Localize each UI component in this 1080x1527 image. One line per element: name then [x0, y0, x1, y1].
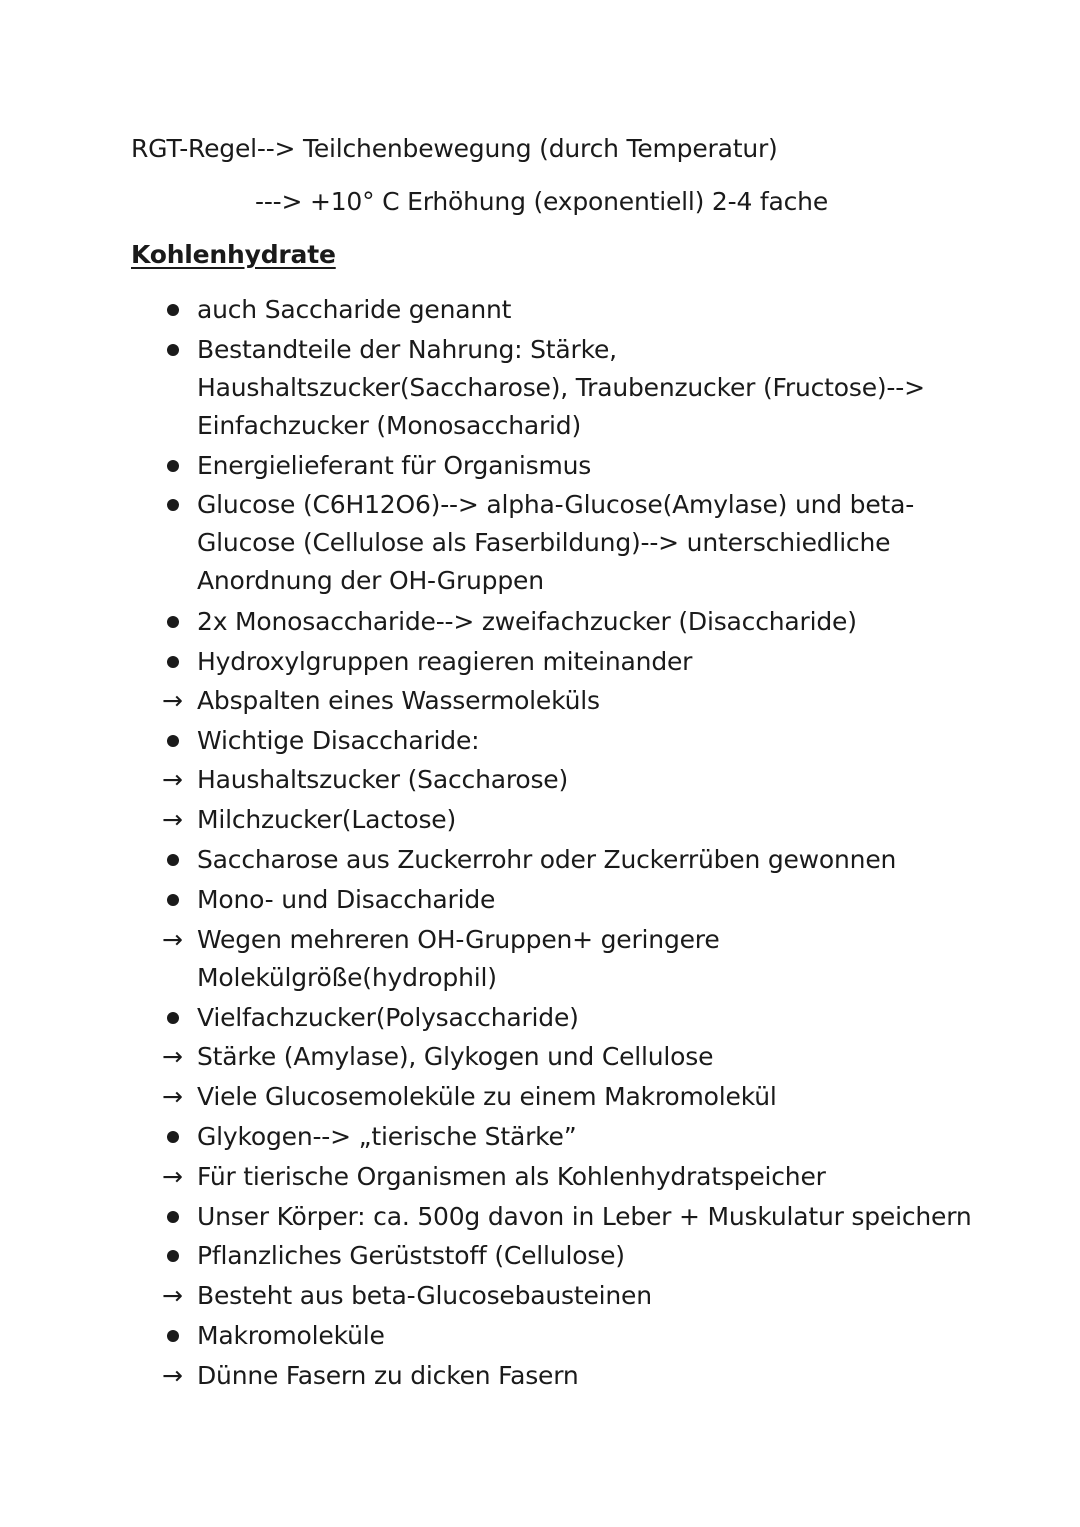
- arrow-icon: →: [162, 1281, 183, 1310]
- list-item: Unser Körper: ca. 500g davon in Leber + Muskulatur speichern: [197, 1202, 972, 1231]
- section-heading: Kohlenhydrate: [131, 240, 336, 269]
- list-item: Glykogen--> „tierische Stärke”: [197, 1122, 577, 1151]
- arrow-icon: →: [162, 805, 183, 834]
- arrow-item: Dünne Fasern zu dicken Fasern: [197, 1361, 579, 1390]
- bullet-dot: [167, 616, 179, 628]
- arrow-item-continuation: Molekülgröße(hydrophil): [197, 963, 497, 992]
- bullet-dot: [167, 1211, 179, 1223]
- list-item-continuation: Einfachzucker (Monosaccharid): [197, 411, 582, 440]
- list-item-continuation: Anordnung der OH-Gruppen: [197, 566, 544, 595]
- bullet-dot: [167, 460, 179, 472]
- arrow-item: Wegen mehreren OH-Gruppen+ geringere: [197, 925, 720, 954]
- list-item: Energielieferant für Organismus: [197, 451, 592, 480]
- arrow-icon: →: [162, 765, 183, 794]
- list-item: Mono- und Disaccharide: [197, 885, 496, 914]
- list-item: Bestandteile der Nahrung: Stärke,: [197, 335, 617, 364]
- bullet-dot: [167, 1330, 179, 1342]
- bullet-dot: [167, 304, 179, 316]
- arrow-icon: →: [162, 1082, 183, 1111]
- arrow-item: Stärke (Amylase), Glykogen und Cellulose: [197, 1042, 714, 1071]
- list-item-continuation: Glucose (Cellulose als Faserbildung)--> unterschiedliche: [197, 528, 891, 557]
- list-item: Hydroxylgruppen reagieren miteinander: [197, 647, 693, 676]
- arrow-icon: →: [162, 1162, 183, 1191]
- arrow-icon: →: [162, 1361, 183, 1390]
- bullet-dot: [167, 1250, 179, 1262]
- list-item: Makromoleküle: [197, 1321, 385, 1350]
- list-item: auch Saccharide genannt: [197, 295, 512, 324]
- arrow-icon: →: [162, 925, 183, 954]
- arrow-item: Abspalten eines Wassermoleküls: [197, 686, 600, 715]
- bullet-dot: [167, 499, 179, 511]
- list-item: Saccharose aus Zuckerrohr oder Zuckerrüben gewonnen: [197, 845, 897, 874]
- arrow-icon: →: [162, 1042, 183, 1071]
- bullet-dot: [167, 344, 179, 356]
- arrow-icon: →: [162, 686, 183, 715]
- list-item: Glucose (C6H12O6)--> alpha-Glucose(Amylase) und beta-: [197, 490, 915, 519]
- bullet-dot: [167, 1131, 179, 1143]
- bullet-dot: [167, 735, 179, 747]
- intro-line-1: RGT-Regel--> Teilchenbewegung (durch Temperatur): [131, 134, 778, 163]
- list-item-continuation: Haushaltszucker(Saccharose), Traubenzucker (Fructose)-->: [197, 373, 925, 402]
- list-item: Vielfachzucker(Polysaccharide): [197, 1003, 579, 1032]
- arrow-item: Milchzucker(Lactose): [197, 805, 457, 834]
- bullet-dot: [167, 656, 179, 668]
- arrow-item: Viele Glucosemoleküle zu einem Makromolekül: [197, 1082, 777, 1111]
- arrow-item: Für tierische Organismen als Kohlenhydratspeicher: [197, 1162, 826, 1191]
- list-item: 2x Monosaccharide--> zweifachzucker (Disaccharide): [197, 607, 857, 636]
- bullet-dot: [167, 894, 179, 906]
- list-item: Wichtige Disaccharide:: [197, 726, 480, 755]
- bullet-dot: [167, 1012, 179, 1024]
- intro-line-2: ---> +10° C Erhöhung (exponentiell) 2-4 fache: [255, 187, 829, 216]
- bullet-dot: [167, 854, 179, 866]
- arrow-item: Besteht aus beta-Glucosebausteinen: [197, 1281, 652, 1310]
- arrow-item: Haushaltszucker (Saccharose): [197, 765, 569, 794]
- list-item: Pflanzliches Gerüststoff (Cellulose): [197, 1241, 625, 1270]
